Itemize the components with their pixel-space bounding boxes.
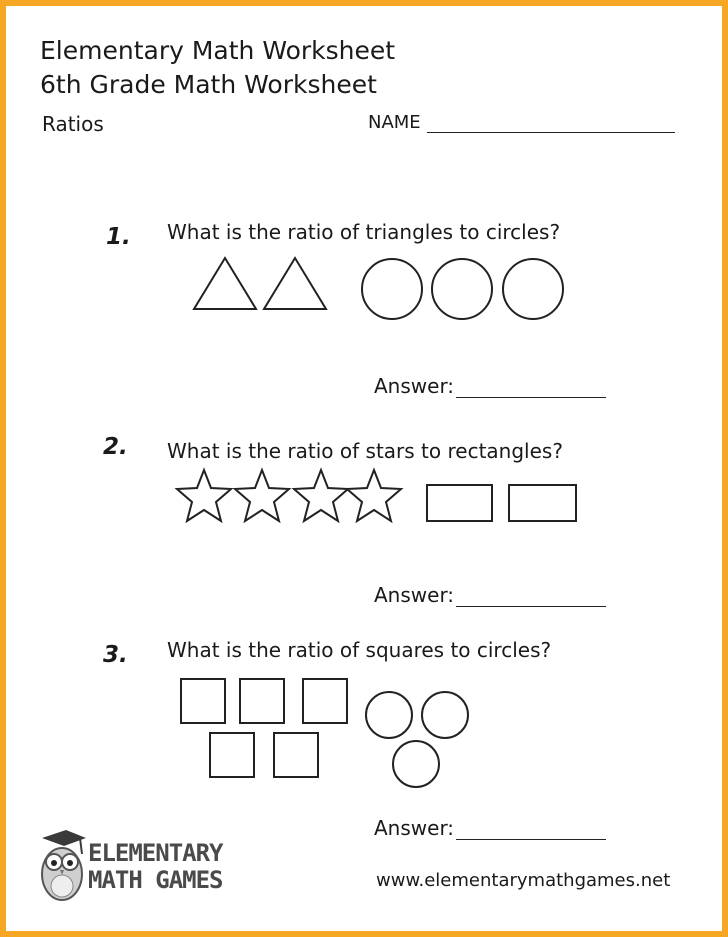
circle-shape [503,259,563,319]
elementary-math-games-logo [36,828,256,908]
star-shape [235,470,289,521]
circle-shape [393,741,439,787]
logo-wordmark [88,840,223,894]
square-shape [210,733,254,777]
answer-label: Answer: [374,583,455,607]
square-shape [274,733,318,777]
owl-mascot-icon [36,828,88,908]
star-shape [294,470,348,521]
circle-shape [366,692,412,738]
question-1-number: 1. [106,224,131,250]
logo-line-2: MATH GAMES [88,866,223,894]
triangle-shape [194,258,256,309]
name-label: NAME [368,112,421,133]
circle-shape [432,259,492,319]
question-1-text: What is the ratio of triangles to circles? [167,220,561,244]
circle-shape [362,259,422,319]
website-link[interactable]: www.elementarymathgames.net [376,870,671,891]
rectangle-shape [427,485,492,521]
square-shape [240,679,284,723]
question-3-text: What is the ratio of squares to circles? [167,638,552,662]
answer-label: Answer: [374,816,455,840]
answer-label: Answer: [374,374,455,398]
question-2-text: What is the ratio of stars to rectangles? [167,439,563,463]
rectangle-shape [509,485,576,521]
square-shape [181,679,225,723]
question-2-number: 2. [103,434,128,460]
topic-label: Ratios [42,112,104,136]
triangle-shape [264,258,326,309]
worksheet-shapes [6,6,722,931]
logo-line-1: ELEMENTARY [88,839,223,867]
question-3-number: 3. [103,642,128,668]
worksheet-subtitle: 6th Grade Math Worksheet [40,70,377,99]
star-shape [347,470,401,521]
circle-shape [422,692,468,738]
worksheet-title: Elementary Math Worksheet [40,36,396,65]
square-shape [303,679,347,723]
star-shape [177,470,231,521]
